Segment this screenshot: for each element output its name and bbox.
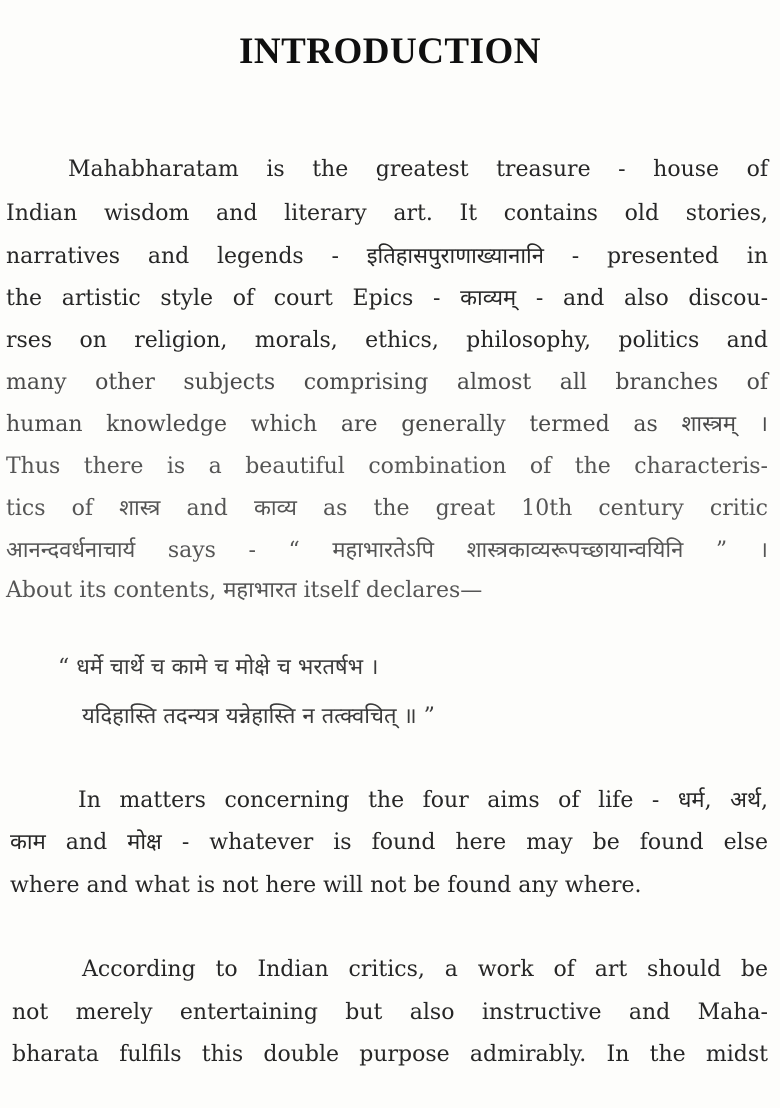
verse-line: “ धर्मे चार्थे च कामे च मोक्षे च भरतर्षभ । [58, 655, 379, 680]
paragraph-3-line: not merely entertaining but also instructive and Maha- [12, 1000, 768, 1025]
paragraph-1-line: the artistic style of court Epics - काव्यम् - and also discou- [6, 286, 768, 311]
paragraph-2-line: काम and मोक्ष - whatever is found here may be found else [10, 830, 768, 855]
paragraph-3-line: According to Indian critics, a work of art should be [82, 957, 768, 982]
paragraph-1-line: Thus there is a beautiful combination of the characteris- [6, 454, 768, 479]
paragraph-1-line: About its contents, महाभारत itself declares— [6, 578, 483, 603]
paragraph-1-line: many other subjects comprising almost all branches of [6, 370, 768, 395]
paragraph-3-line: bharata fulfils this double purpose admirably. In the midst [12, 1042, 768, 1067]
verse-line: यदिहास्ति तदन्यत्र यन्नेहास्ति न तत्क्वचित् ॥ ” [82, 704, 435, 729]
paragraph-1-line: Mahabharatam is the greatest treasure - house of [68, 157, 768, 182]
page-title: INTRODUCTION [238, 31, 542, 72]
paragraph-1-line: rses on religion, morals, ethics, philosophy, politics and [6, 328, 768, 353]
paragraph-1-line: Indian wisdom and literary art. It contains old stories, [6, 201, 768, 226]
paragraph-1-line: आनन्दवर्धनाचार्य says - “ महाभारतेऽपि शास्त्रकाव्यरूपच्छायान्वयिनि ” । [6, 538, 768, 563]
paragraph-1-line: human knowledge which are generally termed as शास्त्रम् । [6, 412, 768, 437]
paragraph-1-line: tics of शास्त्र and काव्य as the great 10th century critic [6, 496, 768, 521]
paragraph-2-line: where and what is not here will not be found any where. [10, 873, 642, 898]
paragraph-2-line: In matters concerning the four aims of life - धर्म, अर्थ, [78, 788, 768, 813]
paragraph-1-line: narratives and legends - इतिहासपुराणाख्यानानि - presented in [6, 244, 768, 269]
